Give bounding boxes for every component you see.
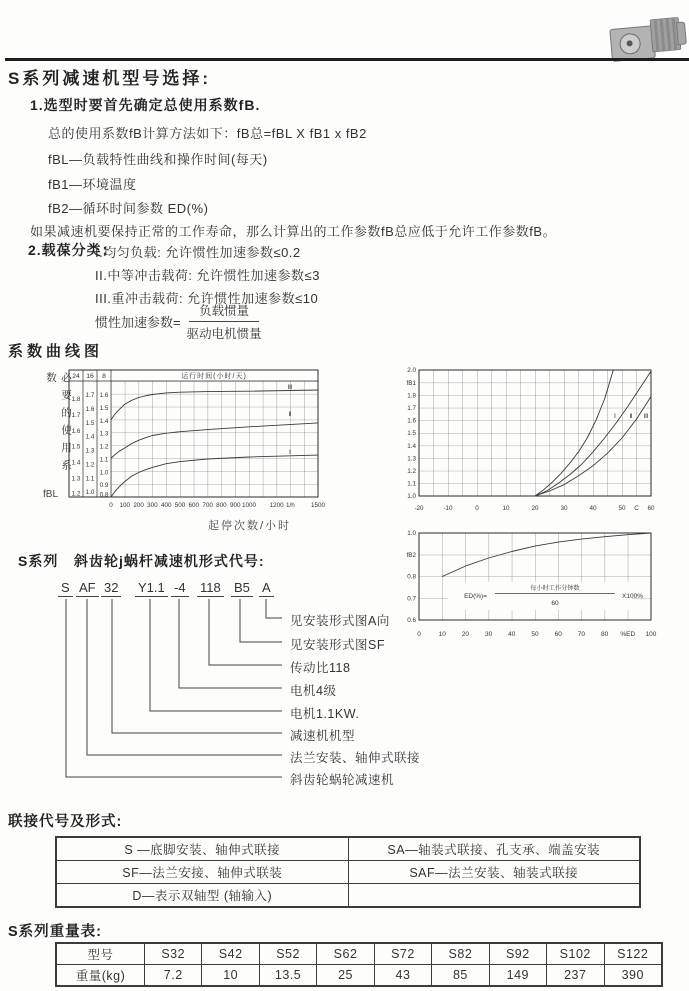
model-code-leader-lines — [50, 597, 290, 787]
code-label-mount-a: 见安装形式图A向 — [290, 614, 390, 628]
table-cell: 85 — [432, 965, 489, 986]
table-cell: SAF—法兰安装、轴装式联接 — [348, 861, 640, 884]
table-cell: 25 — [317, 965, 374, 986]
table-row — [57, 884, 640, 907]
table-header-cell: S42 — [202, 944, 259, 965]
fb1-x-tick: C — [634, 505, 639, 512]
scale16-value: 1.2 — [85, 461, 95, 469]
fbl-chart-ylabel: 必要的使用系数 — [45, 372, 72, 477]
section1-calc: 总的使用系数fB计算方法如下：fB总=fBL X fB1 x fB2 — [48, 126, 367, 141]
fb1-y-tick: 1.6 — [407, 417, 416, 425]
hour-col-24: 24 — [72, 373, 80, 380]
fb1-x-tick: 60 — [647, 505, 655, 512]
fbl-curve-label-I: Ⅰ — [289, 449, 291, 456]
table-header-cell: 型号 — [57, 944, 145, 965]
fb2-x-tick: 70 — [577, 631, 586, 638]
scale24-value: 1.5 — [71, 443, 81, 451]
motor-end-cap — [676, 21, 687, 45]
fb2-x-tick: %ED — [620, 631, 636, 638]
fb1-y-tick: fB1 — [406, 379, 416, 387]
section1-fb1: fB1—环境温度 — [48, 177, 137, 192]
table-cell: SA—轴装式联接、孔支承、端盖安装 — [348, 838, 640, 861]
section2-heading: 2.载葆分类： — [28, 242, 117, 258]
weight-table — [55, 942, 663, 987]
fb1-y-tick: 1.7 — [407, 405, 416, 412]
fb2-x-tick: 80 — [600, 631, 609, 638]
fb1-x-tick: 40 — [589, 505, 597, 512]
fb1-y-tick: 1.1 — [407, 480, 416, 488]
fb1-y-tick: 1.3 — [407, 455, 416, 463]
table-cell: 43 — [374, 965, 431, 986]
table-cell: 7.2 — [145, 965, 202, 986]
table-cell: 10 — [202, 965, 259, 986]
fb2-x-tick: 60 — [554, 631, 562, 638]
table-cell: 237 — [547, 965, 604, 986]
fb1-curve-label-I: Ⅰ — [614, 413, 616, 420]
scale16-value: 1.0 — [85, 489, 95, 497]
inertia-formula-denominator: 驱动电机惯量 — [186, 327, 262, 341]
model-code-series-label: S系列 — [18, 553, 59, 569]
fb1-x-tick: 50 — [618, 505, 626, 512]
fb1-y-tick: 2.0 — [407, 367, 416, 375]
fb1-x-tick: 30 — [560, 505, 568, 512]
fb1-y-tick: 1.8 — [407, 392, 416, 400]
page-title: S系列减速机型号选择: — [8, 69, 211, 88]
table-header-cell: S122 — [604, 944, 662, 965]
table-cell: D—表示双轴型 (轴输入) — [57, 884, 349, 907]
fb2-x-tick: 30 — [484, 631, 493, 638]
fbl-chart-ylabel-unit: fBL — [43, 489, 59, 500]
code-label-motor-power: 电机1.1KW. — [290, 707, 360, 721]
fbl-x-tick: 1200 — [269, 502, 284, 509]
code-label-type: 斜齿轮蜗轮减速机 — [290, 773, 395, 787]
fbl-x-tick: 400 — [160, 502, 172, 509]
load-class-2: II.中等冲击载荷: 允许惯性加速参数≤3 — [95, 268, 320, 283]
fbl-x-tick: 600 — [188, 502, 200, 509]
fb2-y-tick: fB2 — [406, 552, 416, 559]
fb2-x-tick: 0 — [417, 631, 421, 638]
scale8-value: 1.4 — [99, 417, 109, 425]
table-header-cell: S72 — [374, 944, 431, 965]
code-part-y11: Y1.1 — [135, 580, 168, 597]
table-cell: 重量(kg) — [57, 965, 145, 986]
fbl-x-tick: 300 — [147, 502, 158, 509]
fb2-formula-rhs: X100% — [622, 593, 643, 600]
weights-heading: S系列重量表: — [8, 924, 102, 940]
fbl-curve-label-III: Ⅲ — [287, 384, 293, 391]
fbl-chart — [40, 363, 332, 515]
code-part-a: A — [259, 580, 274, 597]
code-label-frame-size: 减速机机型 — [290, 729, 356, 743]
fb2-y-tick: 1.0 — [407, 530, 416, 538]
table-row — [57, 861, 640, 884]
fbl-x-tick: 500 — [174, 502, 186, 509]
fbl-x-tick: 0 — [109, 502, 113, 509]
connection-table — [55, 836, 641, 908]
scale24-value: 1.2 — [71, 490, 81, 498]
code-part-s: S — [58, 580, 73, 597]
curves-heading: 系数曲线图 — [8, 343, 104, 360]
inertia-formula — [95, 301, 262, 342]
fb1-y-tick: 1.5 — [407, 430, 416, 438]
table-cell: S —底脚安装、轴伸式联接 — [57, 838, 349, 861]
fbl-chart-title: 运行时间(小时/天) — [181, 373, 247, 380]
inertia-formula-fraction — [187, 301, 262, 342]
code-label-flange: 法兰安装、轴伸式联接 — [290, 751, 421, 765]
fb1-x-tick: -20 — [414, 505, 424, 512]
table-cell: SF—法兰安接、轴伸式联装 — [57, 861, 349, 884]
table-cell: 390 — [604, 965, 662, 986]
hour-col-8: 8 — [102, 373, 106, 380]
table-row — [57, 944, 662, 965]
fb1-y-tick: 1.4 — [407, 442, 416, 450]
scale8-value: 1.6 — [99, 392, 109, 399]
code-part-118: 118 — [197, 580, 224, 597]
fb2-y-tick: 0.6 — [407, 617, 416, 625]
table-header-cell: S102 — [547, 944, 604, 965]
fb1-y-tick: 1.0 — [407, 493, 416, 501]
fbl-x-tick: 1/h — [286, 502, 295, 509]
fb2-x-tick: 10 — [438, 631, 446, 638]
scale8-value: 0.9 — [99, 482, 109, 490]
table-cell — [348, 884, 640, 907]
section1-fb2: fB2—循环时间参数 ED(%) — [48, 201, 209, 216]
table-row — [57, 838, 640, 861]
scale16-value: 1.6 — [85, 405, 95, 413]
fb2-y-tick: 0.8 — [407, 573, 416, 581]
fb1-x-tick: 10 — [502, 505, 510, 512]
fb2-x-tick: 100 — [645, 631, 657, 638]
connection-heading: 联接代号及形式: — [8, 814, 123, 830]
section1-note: 如果减速机要保持正常的工作寿命，那么计算出的工作参数fB总应低于允许工作参数fB。 — [30, 224, 557, 239]
table-row — [57, 965, 662, 986]
scale8-value: 0.8 — [99, 491, 109, 499]
fbl-x-tick: 900 — [229, 502, 241, 509]
scale16-value: 1.7 — [85, 392, 95, 399]
scale24-value: 1.8 — [71, 396, 81, 403]
fbl-curve-label-II: Ⅱ — [288, 411, 292, 418]
table-header-cell: S92 — [489, 944, 546, 965]
fb2-x-tick: 40 — [508, 631, 516, 638]
inertia-formula-lhs: 惯性加速参数= — [95, 315, 181, 330]
hour-col-16: 16 — [86, 373, 94, 380]
load-class-3: III.重冲击载荷: 允许惯性加速参数≤10 — [95, 291, 319, 306]
scale16-value: 1.3 — [85, 447, 95, 455]
scale16-value: 1.5 — [85, 419, 95, 427]
table-header-cell: S82 — [432, 944, 489, 965]
fb1-x-tick: 20 — [531, 505, 539, 512]
fb2-formula-lhs: ED(%)= — [464, 593, 487, 600]
code-label-mount-sf: 见安装形式图SF — [290, 638, 385, 652]
fbl-x-tick: 100 — [119, 502, 131, 509]
scale24-value: 1.3 — [71, 475, 81, 483]
fb2-y-tick: 0.7 — [407, 595, 416, 603]
fbl-chart-xlabel: 起停次数/小时 — [208, 520, 292, 532]
table-header-cell: S32 — [145, 944, 202, 965]
fb2-chart — [390, 526, 685, 643]
inertia-formula-numerator: 负载惯量 — [189, 301, 259, 322]
table-cell: 13.5 — [259, 965, 316, 986]
fb1-curve-label-III: Ⅲ — [643, 413, 649, 420]
model-code-heading: 斜齿轮j蜗杆减速机形式代号: — [74, 553, 265, 569]
code-label-motor-poles: 电机4级 — [290, 684, 337, 698]
scale8-value: 1.0 — [99, 469, 109, 477]
table-header-cell: S52 — [259, 944, 316, 965]
fbl-x-tick: 1500 — [310, 502, 326, 509]
fbl-x-tick: 1000 — [241, 502, 257, 509]
load-class-1: I.均匀负载: 允许惯性加速参数≤0.2 — [95, 245, 301, 260]
fb1-x-tick: -10 — [443, 505, 453, 512]
fb2-x-tick: 20 — [461, 631, 470, 638]
table-cell: 149 — [489, 965, 546, 986]
fb2-x-tick: 50 — [531, 631, 539, 638]
scale24-value: 1.6 — [71, 427, 81, 435]
scale8-value: 1.2 — [99, 443, 109, 451]
header-divider — [5, 58, 689, 61]
fb1-x-tick: 0 — [475, 505, 479, 512]
code-part-af: AF — [76, 580, 99, 597]
code-part-4: -4 — [171, 580, 189, 597]
code-part-b5: B5 — [231, 580, 253, 597]
code-part-32: 32 — [101, 580, 121, 597]
scale8-value: 1.1 — [99, 456, 109, 464]
scale24-value: 1.4 — [71, 459, 81, 467]
fb2-formula-numerator: 每小时工作分钟数 — [530, 585, 580, 592]
fb2-formula-denominator: 60 — [551, 600, 559, 607]
scale8-value: 1.3 — [99, 430, 109, 438]
scale8-value: 1.5 — [99, 404, 109, 412]
scale24-value: 1.7 — [71, 411, 81, 419]
fb1-y-tick: 1.2 — [407, 468, 416, 475]
fbl-x-tick: 200 — [133, 502, 144, 509]
gear-reducer-photo — [604, 8, 686, 65]
section1-heading: 1.选型时要首先确定总使用系数fB. — [30, 97, 261, 113]
fbl-x-tick: 800 — [216, 502, 227, 509]
fb1-curve-label-II: Ⅱ — [629, 413, 633, 420]
fb1-chart — [390, 358, 685, 516]
section1-fbl: fBL—负载特性曲线和操作时间(每天) — [48, 152, 268, 167]
fb1-plot-grid — [419, 370, 651, 496]
scale16-value: 1.4 — [85, 433, 95, 441]
scale16-value: 1.1 — [85, 475, 95, 483]
fbl-x-tick: 700 — [202, 502, 213, 509]
table-header-cell: S62 — [317, 944, 374, 965]
code-label-ratio: 传动比118 — [290, 661, 351, 675]
